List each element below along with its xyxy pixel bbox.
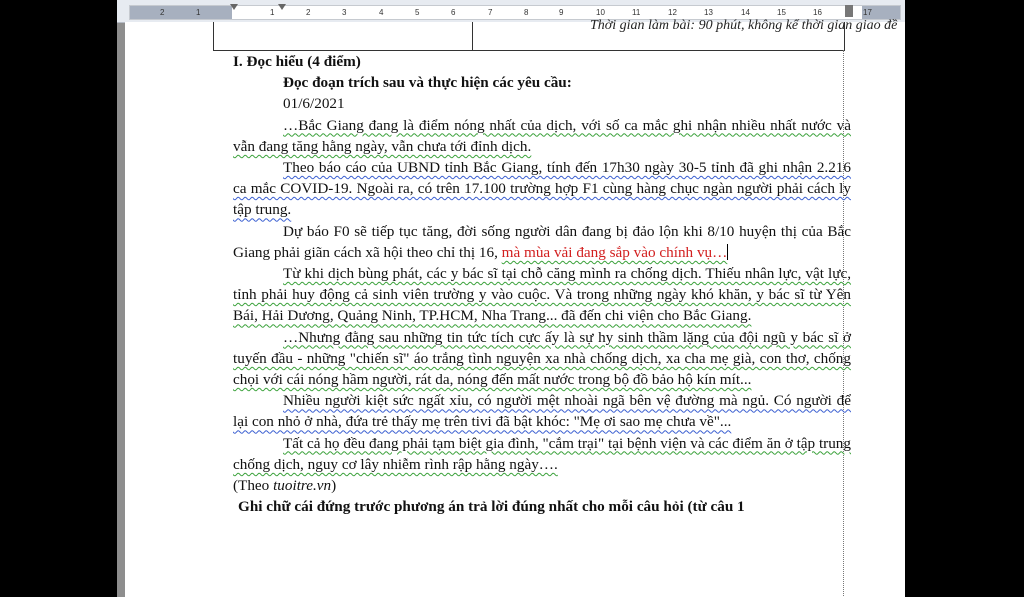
- ruler-number: 11: [632, 8, 641, 17]
- ruler-number: 17: [863, 8, 872, 17]
- ruler-number: 16: [813, 8, 822, 17]
- ruler-number: 6: [451, 8, 456, 17]
- word-editor: [117, 0, 905, 597]
- table-divider: [472, 22, 473, 50]
- paragraph-6-text: Nhiều người kiệt sức ngất xỉu, có người mệt nhoài ngã bên vệ đường mà ngủ. Có người để lại con nhỏ ở nhà, đứa trẻ thấy mẹ trên tivi đã bật khóc: "Mẹ ơi sao mẹ chưa về"...: [233, 392, 851, 431]
- paragraph-3: [233, 221, 851, 263]
- ruler-number: 13: [704, 8, 713, 17]
- ruler-left-margin: [130, 6, 232, 19]
- paragraph-6: [233, 390, 851, 432]
- document-page[interactable]: [125, 18, 905, 597]
- document-body[interactable]: [233, 51, 851, 517]
- text-cursor: [727, 244, 728, 260]
- paragraph-3-highlight: mà mùa vải đang sắp vào chính vụ…: [501, 243, 728, 261]
- ruler-number: 10: [596, 8, 605, 17]
- ruler-number: 12: [668, 8, 677, 17]
- ruler-number: 7: [488, 8, 493, 17]
- paragraph-4-text: Từ khi dịch bùng phát, các y bác sĩ tại chỗ căng mình ra chống dịch. Thiếu nhân lực, vật lực, tỉnh phải huy động cả sinh viên trường y vào cuộc. Và trong những ngày khó khăn, y bác sĩ từ Yên Bái, Hải Dương, Quảng Ninh, TP.HCM, Nha Trang... đã đến chi viện cho Bắc Giang.: [233, 265, 851, 325]
- ruler-number: 8: [524, 8, 529, 17]
- paragraph-2-text: Theo báo cáo của UBND tỉnh Bắc Giang, tính đến 17h30 ngày 30-5 tỉnh đã ghi nhận 2.216 ca mắc COVID-19. Ngoài ra, có trên 17.100 trường hợp F1 cùng hàng chục ngàn người phải cách ly tập trung.: [233, 159, 851, 219]
- article-date: 01/6/2021: [283, 95, 345, 113]
- ruler-number: 3: [342, 8, 347, 17]
- source-prefix: (Theo: [233, 477, 274, 495]
- paragraph-7-text: Tất cả họ đều đang phải tạm biệt gia đình, "cắm trại" tại bệnh viện và các điểm ăn ở tập trung chống dịch, nguy cơ lây nhiễm rình rập hằng ngày….: [233, 434, 851, 473]
- paragraph-3-text: Dự báo F0 sẽ tiếp tục tăng, đời sống người dân đang bị đảo lộn khi 8/10 huyện thị của Bắc Giang phải giãn cách xã hội theo chỉ thị 16,: [233, 222, 851, 261]
- paragraph-7: [233, 433, 851, 475]
- ruler-number: 14: [741, 8, 750, 17]
- paragraph-1: [233, 115, 851, 157]
- paragraph-4: [233, 263, 851, 327]
- header-table-cell: [213, 18, 898, 51]
- instruction-heading: Đọc đoạn trích sau và thực hiện các yêu cầu:: [283, 74, 572, 92]
- source-name: tuoitre.vn: [273, 477, 332, 495]
- ruler-number: 9: [559, 8, 564, 17]
- ruler-number: 2: [160, 8, 165, 17]
- right-indent-marker[interactable]: [845, 5, 853, 17]
- ruler-number: 15: [777, 8, 786, 17]
- exam-time-note: Thời gian làm bài: 90 phút, không kể thời gian giao đề: [590, 18, 898, 33]
- ruler-number: 1: [270, 8, 275, 17]
- paragraph-2: [233, 157, 851, 221]
- first-line-indent-marker[interactable]: [230, 4, 238, 10]
- hanging-indent-marker[interactable]: [278, 4, 286, 10]
- ruler-number: 1: [196, 8, 201, 17]
- paragraph-5-text: …Nhưng đằng sau những tin tức tích cực ấy là sự hy sinh thầm lặng của đội ngũ y bác sĩ ở tuyến đầu - những "chiến sĩ" áo trắng tình nguyện xa nhà chống dịch, xa cha mẹ già, con thơ, chống chọi với cái nóng hầm người, rát da, nóng đến mất nước trong bộ đồ bảo hộ kín mít...: [233, 328, 851, 389]
- source-citation: [233, 475, 851, 496]
- source-suffix: ): [331, 477, 337, 495]
- ruler-number: 4: [379, 8, 384, 17]
- paragraph-5: [233, 327, 851, 391]
- next-section-heading: Ghi chữ cái đứng trước phương án trả lời đúng nhất cho mỗi câu hỏi (từ câu 1: [238, 498, 745, 516]
- section-heading: I. Đọc hiểu (4 điểm): [233, 53, 361, 70]
- ruler-number: 5: [415, 8, 420, 17]
- paragraph-1-text: …Bắc Giang đang là điểm nóng nhất của dịch, với số ca mắc ghi nhận nhiều nhất nước và vẫn đang tăng hằng ngày, vẫn chưa tới đỉnh dịch.: [233, 116, 851, 155]
- ruler-number: 2: [306, 8, 311, 17]
